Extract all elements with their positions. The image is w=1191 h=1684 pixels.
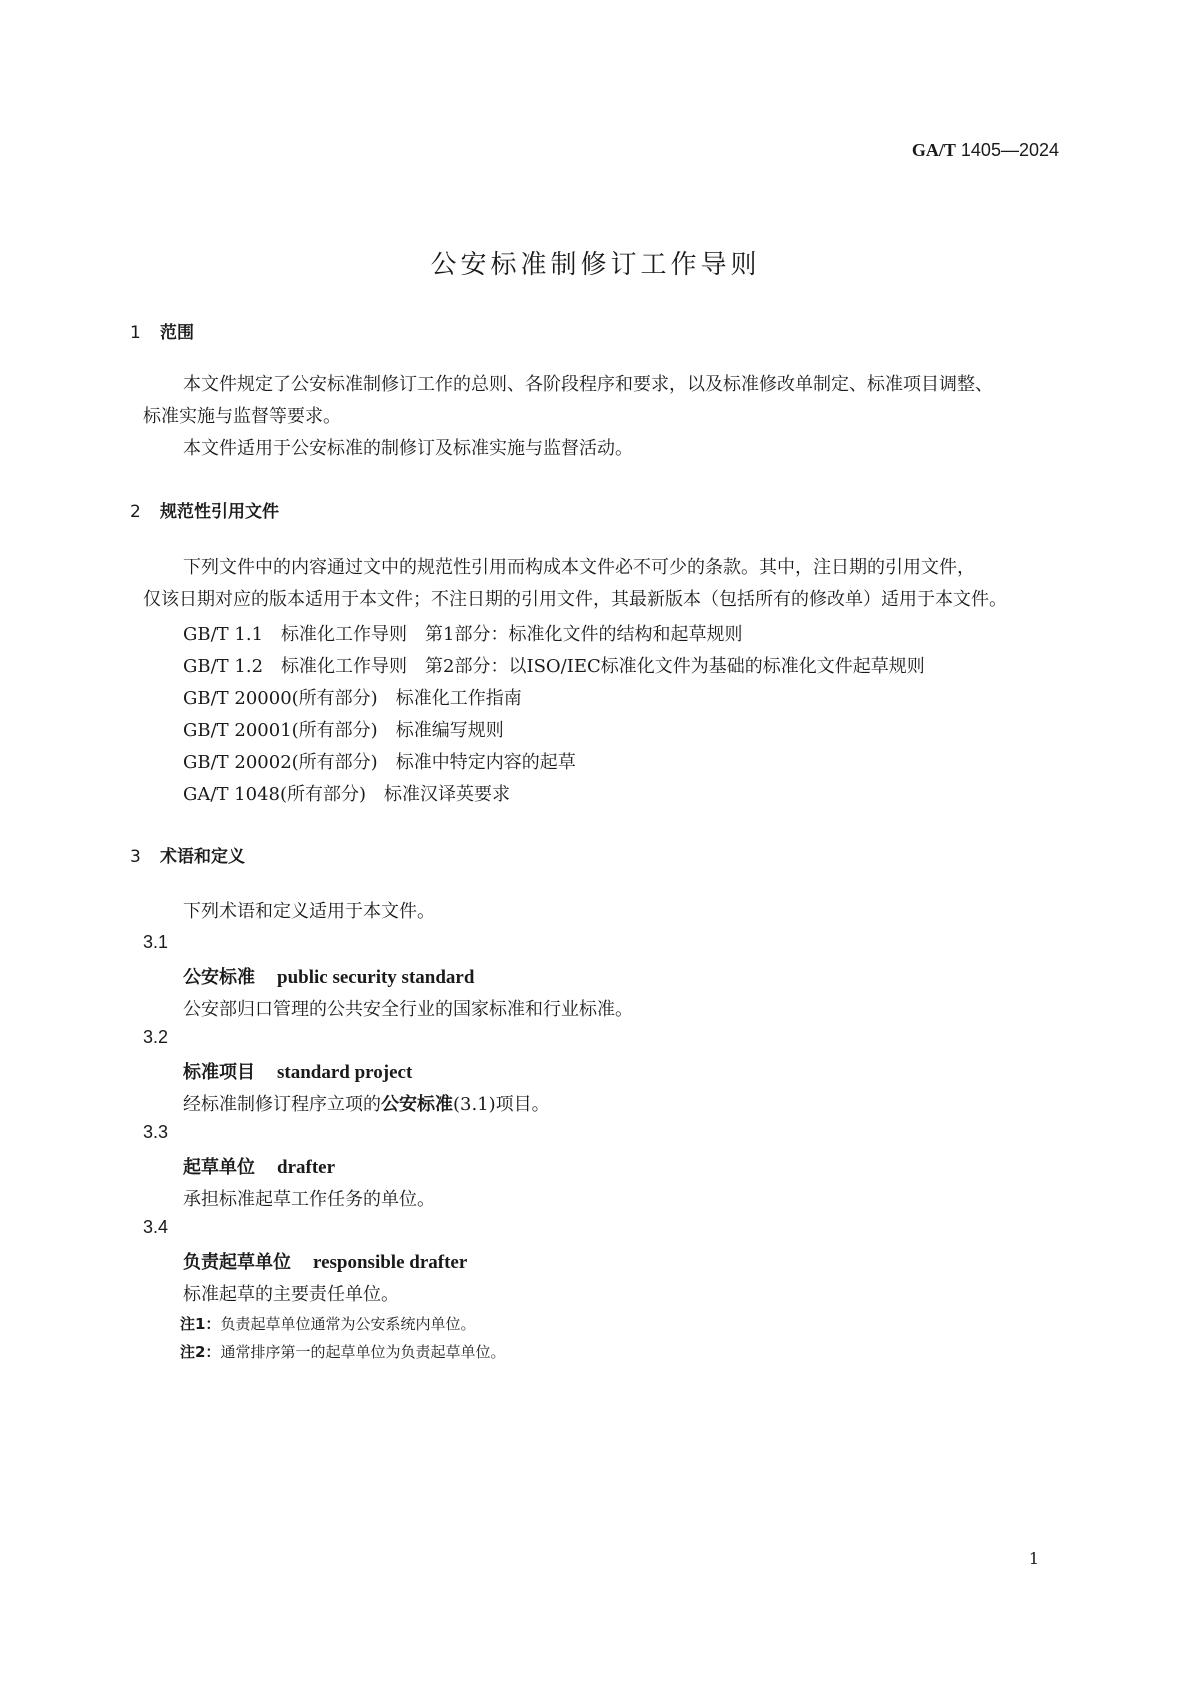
term-heading: 负责起草单位 responsible drafter: [183, 1252, 468, 1273]
section-heading-scope: 1 范围: [130, 323, 194, 343]
reference-item: GB/T 20002(所有部分) 标准中特定内容的起草: [183, 752, 576, 773]
term-heading: 公安标准 public security standard: [183, 967, 475, 988]
term-heading: 起草单位 drafter: [183, 1157, 336, 1178]
term-definition: 经标准制修订程序立项的公安标准(3.1)项目。: [183, 1094, 550, 1115]
normative-intro-line2: 仅该日期对应的版本适用于本文件；不注日期的引用文件，其最新版本（包括所有的修改单）适用于本文件。: [143, 589, 1007, 610]
standard-number: GA/T 1405—2024: [911, 140, 1059, 160]
term-number: 3.1: [143, 932, 169, 952]
terms-intro: 下列术语和定义适用于本文件。: [183, 901, 435, 922]
reference-item: GA/T 1048(所有部分) 标准汉译英要求: [183, 784, 511, 805]
reference-item: GB/T 20001(所有部分) 标准编写规则: [183, 720, 504, 741]
reference-item: GB/T 20000(所有部分) 标准化工作指南: [183, 688, 522, 709]
term-number: 3.4: [143, 1217, 169, 1237]
normative-intro-line1: 下列文件中的内容通过文中的规范性引用而构成本文件必不可少的条款。其中，注日期的引用文件，: [183, 557, 975, 578]
term-heading: 标准项目 standard project: [183, 1062, 413, 1083]
term-number: 3.3: [143, 1122, 169, 1142]
section-heading-terms: 3 术语和定义: [130, 847, 245, 867]
note: 注2：通常排序第一的起草单位为负责起草单位。: [180, 1343, 506, 1361]
reference-item: GB/T 1.1 标准化工作导则 第1部分：标准化文件的结构和起草规则: [183, 624, 743, 645]
section-heading-normative: 2 规范性引用文件: [130, 502, 279, 522]
term-definition: 公安部归口管理的公共安全行业的国家标准和行业标准。: [183, 999, 633, 1020]
page-number: 1: [1028, 1549, 1039, 1568]
scope-paragraph-line2: 标准实施与监督等要求。: [143, 406, 341, 427]
term-number: 3.2: [143, 1027, 169, 1047]
scope-paragraph-2: 本文件适用于公安标准的制修订及标准实施与监督活动。: [183, 438, 633, 459]
reference-item: GB/T 1.2 标准化工作导则 第2部分：以ISO/IEC标准化文件为基础的标准化文件起草规则: [183, 656, 925, 677]
note: 注1：负责起草单位通常为公安系统内单位。: [180, 1315, 476, 1333]
document-title: 公安标准制修订工作导则: [430, 250, 761, 280]
term-definition: 标准起草的主要责任单位。: [183, 1284, 399, 1305]
scope-paragraph-line1: 本文件规定了公安标准制修订工作的总则、各阶段程序和要求，以及标准修改单制定、标准项目调整、: [183, 374, 993, 395]
term-definition: 承担标准起草工作任务的单位。: [183, 1189, 435, 1210]
